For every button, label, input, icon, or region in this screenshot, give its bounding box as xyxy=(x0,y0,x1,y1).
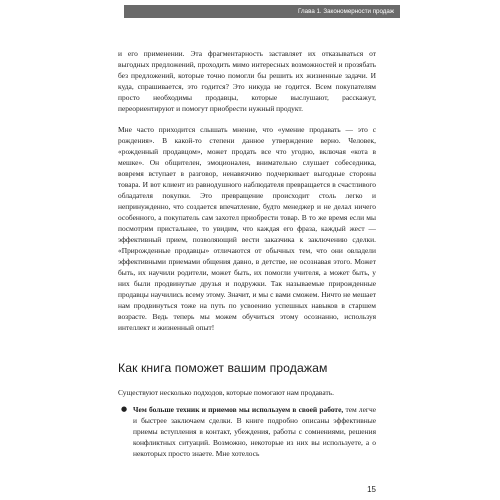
bullet-text: тем легче и быстрее заключаем сделки. В книге подробно описаны эффективные приемы вступления в контакт, убеждения, работы с сомнениями, решения конфликтных ситуаций. Возможно, некоторые из них вы используете, а о некоторых просто знаете. Мне хотелось xyxy=(133,405,376,458)
running-header xyxy=(124,5,400,18)
book-page xyxy=(100,0,400,500)
body-text xyxy=(118,48,376,333)
running-title: Глава 1. Закономерности продаж xyxy=(298,8,394,15)
bullet-lead: Чем больше техник и приемов мы используем в своей работе, xyxy=(133,405,344,414)
section-title: Как книга поможет вашим продажам xyxy=(118,361,328,375)
paragraph: Мне часто приходится слышать мнение, что «умение продавать — это с рождения». В какой-то степени данное утверждение верно. Человек, «рожденный продавцом», может продать все что угодно, включая «кота в мешке». Он общителен, эмоционален, внимательно слушает собеседника, вовремя вступает в разговор, ненавязчиво подчеркивает выгодные стороны товара. И вот клиент из равнодушного наблюдателя превращается в счастливого обладателя покупки. Это превращение происходит столь легко и непринужденно, что создается впечатление, будто менеджер и не делал ничего особенного, а покупатель сам захотел приобрести товар. В то же время если мы посмотрим пристальнее, то увидим, что каждая его фраза, каждый жест — эффективный прием, позволяющий вести заказчика к заключению сделки. «Прирожденные продавцы» отличаются от обычных тем, что они овладели эффективными приемами общения давно, в детстве, не осознавая этого. Может быть, их научили родители, может быть, их помогли учителя, а может быть, у них были продвинутые друзья и подружки. Так называемые прирожденные продавцы научились всему этому. Значит, и мы с вами сможем. Ничто не мешает нам продвинуться тоже на путь по усвоению успешных навыков в старшем возрасте. Ведь теперь мы можем обучиться этому осознанно, используя интеллект и жизненный опыт! xyxy=(118,125,376,332)
list-item xyxy=(118,404,376,459)
section-intro: Существуют несколько подходов, которые помогают нам продавать. xyxy=(118,388,334,397)
page-number: 15 xyxy=(367,485,376,494)
paragraph: и его применении. Эта фрагментарность заставляет их отказываться от выгодных предложений, проходить мимо интересных возможностей и прозябать без предложений, которые точно помогли бы решить их жизненные задачи. И куда, спрашивается, это годится? Это никуда не годится. Всем покупателям просто необходимы продавцы, которые выслушают, расскажут, переориентируют и помогут приобрести нужный продукт. xyxy=(118,49,376,113)
bullet-icon: ● xyxy=(121,405,128,413)
section-body xyxy=(118,387,376,459)
